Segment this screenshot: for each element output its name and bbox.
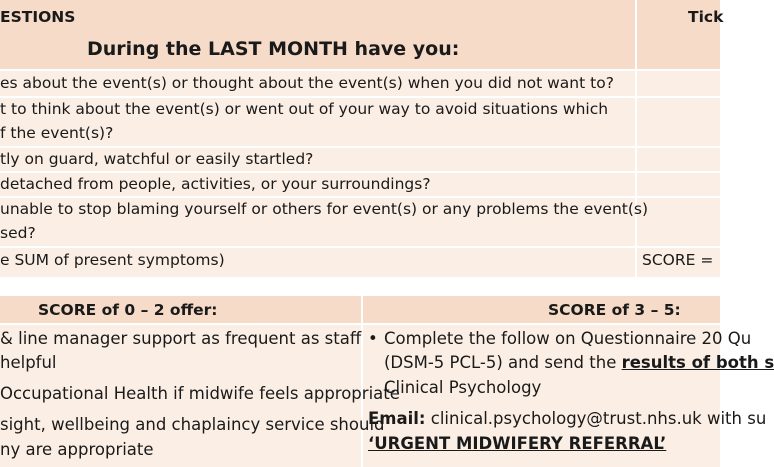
email-line: [368, 408, 766, 430]
sum-row-label: e SUM of present symptoms): [0, 251, 225, 269]
left-item-2: Occupational Health if midwife feels appropriate: [0, 384, 400, 403]
tick-column-header: Tick: [688, 8, 724, 26]
right-item-line-3: Clinical Psychology: [384, 378, 542, 397]
questions-column-header: ESTIONS: [0, 8, 76, 26]
question-5-line-2: sed?: [0, 224, 36, 242]
urgent-referral-text: ‘URGENT MIDWIFERY REFERRAL’: [368, 434, 667, 453]
bullet: •: [368, 329, 378, 348]
score-3-5-title: SCORE of 3 – 5:: [548, 301, 681, 319]
email-label: Email:: [368, 409, 426, 428]
divider: [0, 246, 720, 248]
right-item-line-2: [384, 352, 774, 374]
divider: [0, 196, 720, 198]
divider: [0, 171, 720, 173]
question-2-line-2: f the event(s)?: [0, 124, 114, 142]
left-item-3-line-1: sight, wellbeing and chaplaincy service should: [0, 415, 385, 434]
question-2-line-1: t to think about the event(s) or went out of your way to avoid situations which: [0, 100, 609, 118]
score-label: SCORE =: [642, 251, 714, 269]
divider: [0, 96, 720, 98]
divider: [0, 69, 720, 71]
question-1: es about the event(s) or thought about the event(s) when you did not want to?: [0, 74, 614, 92]
score-0-2-title: SCORE of 0 – 2 offer:: [38, 301, 218, 319]
results-emphasis: results of both s: [621, 353, 774, 372]
question-5-line-1: unable to stop blaming yourself or others for event(s) or any problems the event(s): [0, 200, 649, 218]
email-address[interactable]: clinical.psychology@trust.nhs.uk with su: [425, 409, 767, 428]
left-item-3-line-2: ny are appropriate: [0, 440, 154, 459]
question-4: detached from people, activities, or your surroundings?: [0, 175, 431, 193]
section-subtitle: During the LAST MONTH have you:: [87, 38, 460, 60]
right-item-line-2-text: (DSM-5 PCL-5) and send the: [384, 353, 622, 372]
divider: [0, 146, 720, 148]
right-item-line-1: Complete the follow on Questionnaire 20 Qu: [384, 329, 752, 348]
left-item-1-line-1: & line manager support as frequent as staff: [0, 329, 362, 348]
urgent-referral-label: [368, 433, 666, 455]
left-item-1-line-2: helpful: [0, 353, 57, 372]
column-divider: [635, 0, 637, 277]
question-3: tly on guard, watchful or easily startled?: [0, 150, 314, 168]
